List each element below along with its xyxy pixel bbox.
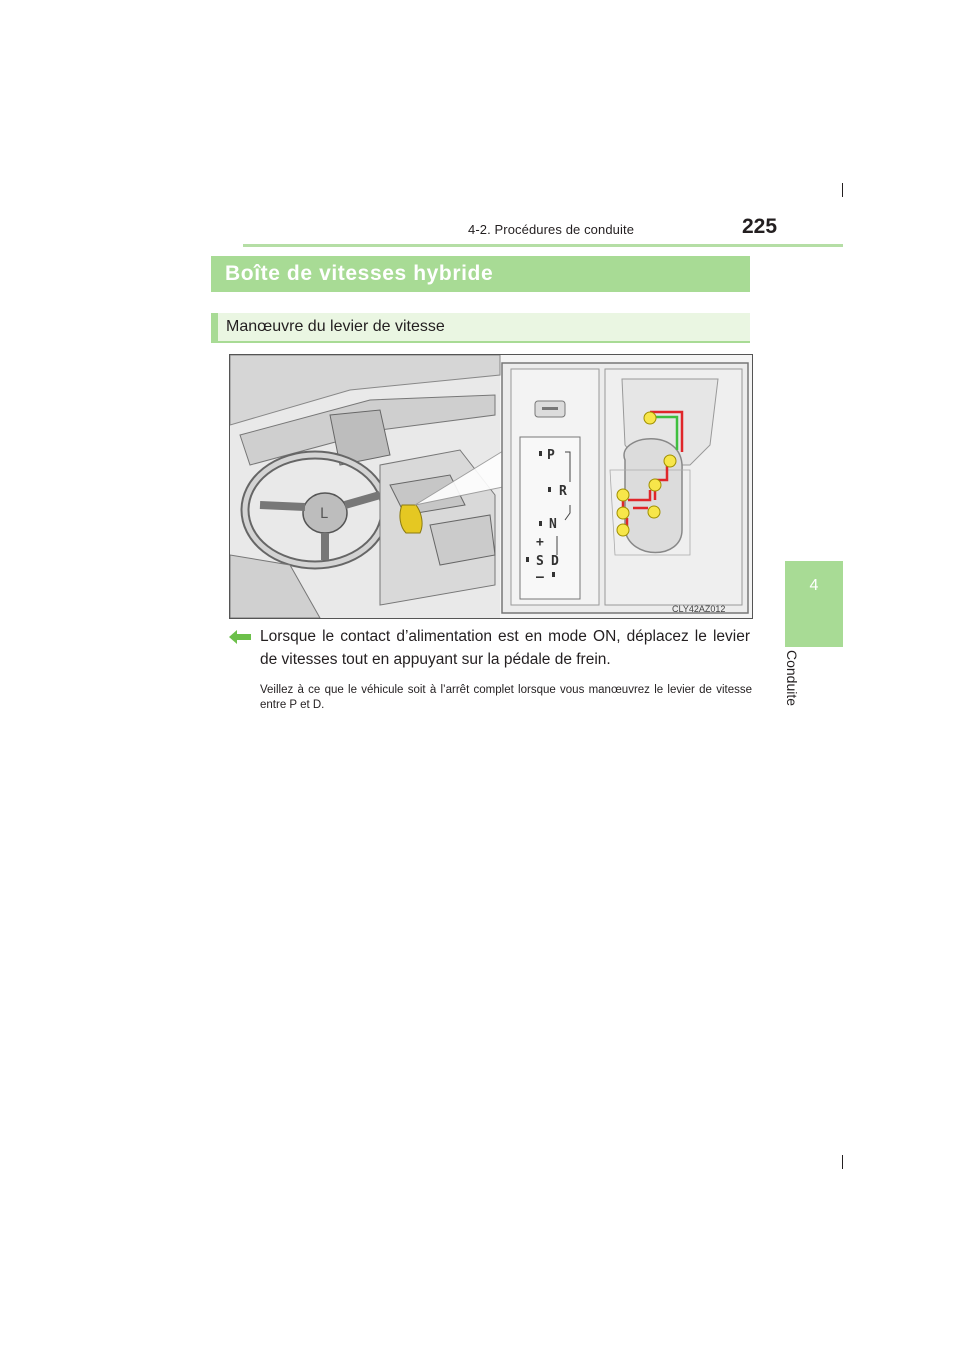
- chapter-tab: [785, 561, 843, 647]
- gear-letter-r: R: [559, 484, 567, 499]
- instruction-text: Lorsque le contact d’alimentation est en mode ON, déplacez le levier de vitesses tout en appuyant sur la pédale de frein.: [260, 628, 750, 668]
- gear-letter-plus: +: [536, 535, 544, 550]
- svg-text:L: L: [320, 506, 328, 522]
- chapter-label: Conduite: [784, 650, 800, 707]
- illustration-svg: [230, 355, 752, 618]
- section-title: 4-2. Procédures de conduite: [468, 222, 635, 237]
- page-number: 225: [742, 215, 778, 238]
- figure-code: CLY42AZ012: [672, 604, 726, 614]
- gear-letter-minus: –: [536, 570, 544, 585]
- gear-letter-n: N: [549, 517, 557, 532]
- crop-mark-top: [842, 183, 843, 197]
- gear-letter-s: S: [536, 554, 544, 569]
- subtitle-accent-bar: [211, 313, 218, 343]
- gear-letter-d: D: [551, 554, 559, 569]
- page-title: Boîte de vitesses hybride: [225, 262, 494, 285]
- shift-lever-illustration: [229, 354, 753, 619]
- chapter-number: 4: [809, 577, 819, 594]
- crop-mark-bottom: [842, 1155, 843, 1169]
- subtitle: Manœuvre du levier de vitesse: [226, 318, 445, 335]
- header-rule: [243, 244, 843, 247]
- note-text: Veillez à ce que le véhicule soit à l’arrêt complet lorsque vous manœuvrez le levier de vitesse entre P et D.: [260, 684, 752, 711]
- left-arrow-icon: [228, 628, 252, 646]
- gear-letter-p: P: [547, 448, 555, 463]
